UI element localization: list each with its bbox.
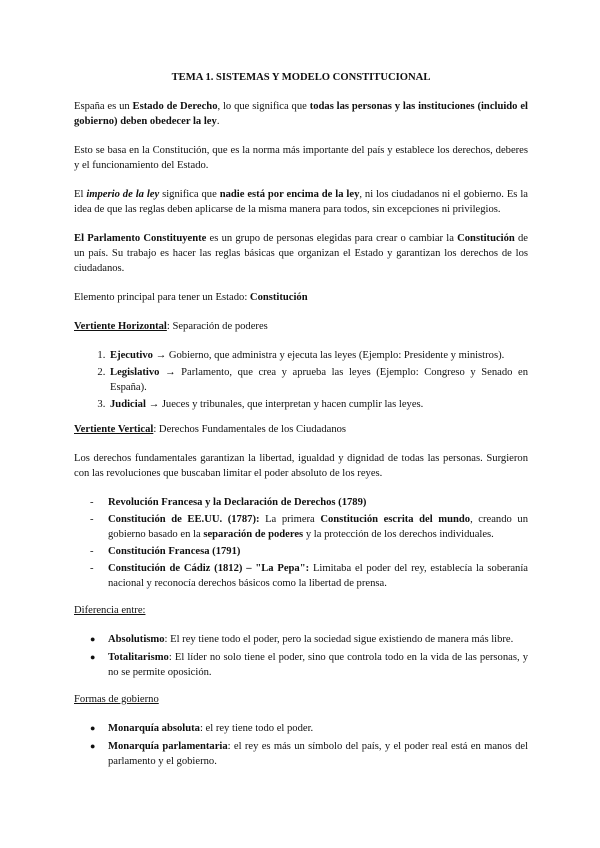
text: España es un <box>74 101 133 112</box>
bold-term: Constitución de Cádiz (1812) – "La Pepa": <box>108 563 310 574</box>
bold-term: imperio de la ley <box>86 189 160 200</box>
text: Elemento principal para tener un Estado: <box>74 292 250 303</box>
list-diferencia <box>74 632 528 680</box>
list-item-constitucion-francesa <box>108 544 528 559</box>
heading-diferencia: Diferencia entre: <box>74 605 146 616</box>
bold-term: El Parlamento Constituyente <box>74 233 207 244</box>
text: El <box>74 189 87 200</box>
bold-term: Estado de Derecho <box>132 101 218 112</box>
text: significa que <box>159 189 220 200</box>
paragraph-constitucion: Esto se basa en la Constitución, que es la norma más importante del país y establece los derechos, deberes y el funcionamiento del Estado. <box>74 145 528 171</box>
list-revoluciones <box>74 495 528 591</box>
heading-formas-gobierno: Formas de gobierno <box>74 694 159 705</box>
text: La primera <box>259 514 321 525</box>
list-item-revolucion-francesa <box>108 495 528 510</box>
page-title: TEMA 1. SISTEMAS Y MODELO CONSTITUCIONAL <box>171 72 431 83</box>
text: → Jueces y tribunales, que interpretan y hacen cumplir las leyes. <box>145 399 424 410</box>
bold-term: todas las personas y las instituciones (incluido el gobierno) deben obedecer la ley <box>74 101 528 127</box>
bold-term: Constitución escrita del mundo <box>320 514 471 525</box>
text: → Parlamento, que crea y aprueba las leyes (Ejemplo: Congreso y Senado en España). <box>110 367 528 393</box>
bold-term: Judicial <box>110 399 146 410</box>
list-item-ejecutivo <box>108 348 528 363</box>
list-item-monarquia-absoluta <box>90 721 528 736</box>
bullet-icon: ● <box>90 634 96 644</box>
list-item-judicial <box>108 397 528 412</box>
bold-term: Constitución <box>249 292 308 303</box>
bold-term: Revolución Francesa y la Declaración de Derechos (1789) <box>108 497 367 508</box>
list-poderes <box>74 348 528 412</box>
text: es un grupo de personas elegidas para crear o cambiar la <box>206 233 458 244</box>
bold-term: Constitución de EE.UU. (1787): <box>108 514 260 525</box>
paragraph-imperio-ley <box>74 187 528 217</box>
bold-term: Absolutismo <box>108 634 165 645</box>
list-item-legislativo <box>108 365 528 395</box>
bold-term: Monarquía absoluta <box>108 723 200 734</box>
section-label: Vertiente Vertical <box>74 424 154 435</box>
list-item-constitucion-cadiz <box>108 561 528 591</box>
text: , ni los ciudadanos ni el gobierno. Es la idea de que las reglas deben aplicarse de la misma manera para todos, sin excepciones ni privilegios. <box>74 189 528 215</box>
paragraph-derechos-fundamentales: Los derechos fundamentales garantizan la libertad, igualdad y dignidad de todas las personas. Surgieron con las revoluciones que buscaban limitar el poder absoluto de los reyes. <box>74 453 528 479</box>
text: y la protección de los derechos individuales. <box>303 529 494 540</box>
text: . <box>216 116 220 127</box>
text: , lo que significa que <box>217 101 310 112</box>
list-item-constitucion-eeuu <box>108 512 528 542</box>
text: : El rey tiene todo el poder, pero la sociedad sigue existiendo de manera más libre. <box>164 634 514 645</box>
list-item-absolutismo <box>90 632 528 647</box>
document-page <box>74 70 528 781</box>
text: : Derechos Fundamentales de los Ciudadanos <box>153 424 347 435</box>
bold-term: Ejecutivo <box>110 350 153 361</box>
text: de un país. Su trabajo es hacer las reglas básicas que organizan el Estado y garantizan los derechos de los ciudadanos. <box>74 233 528 274</box>
section-label: Vertiente Horizontal <box>74 321 167 332</box>
bold-term: Constitución Francesa (1791) <box>108 546 241 557</box>
bold-term: Legislativo <box>110 367 160 378</box>
text: : el rey tiene todo el poder. <box>199 723 314 734</box>
text: : El líder no solo tiene el poder, sino que controla todo en la vida de las personas, y no se permite oposición. <box>108 652 528 678</box>
bold-term: nadie está por encima de la ley <box>219 189 360 200</box>
bold-term: separación de poderes <box>203 529 304 540</box>
bold-term: Constitución <box>457 233 515 244</box>
text: Limitaba el poder del rey, establecía la soberanía nacional y reconocía derechos básicos como la libertad de prensa. <box>108 563 528 589</box>
heading-vertiente-vertical <box>74 422 528 437</box>
bullet-icon: ● <box>90 741 96 751</box>
paragraph-elemento-principal <box>74 290 528 305</box>
text: : Separación de poderes <box>166 321 268 332</box>
text: , creando un gobierno basado en la <box>108 514 528 540</box>
list-item-totalitarismo <box>90 650 528 680</box>
bullet-icon: ● <box>90 723 96 733</box>
text: → Gobierno, que administra y ejecuta las leyes (Ejemplo: Presidente y ministros). <box>152 350 505 361</box>
paragraph-parlamento <box>74 231 528 276</box>
list-item-monarquia-parlamentaria <box>90 739 529 769</box>
bold-term: Totalitarismo <box>108 652 169 663</box>
paragraph-estado-de-derecho <box>74 99 528 129</box>
bold-term: Monarquía parlamentaria <box>108 741 228 752</box>
bullet-icon: ● <box>90 652 96 662</box>
list-formas-gobierno <box>74 721 528 769</box>
heading-vertiente-horizontal <box>74 319 528 334</box>
text: : el rey es más un símbolo del país, y el poder real está en manos del parlamento y el gobierno. <box>108 741 529 767</box>
